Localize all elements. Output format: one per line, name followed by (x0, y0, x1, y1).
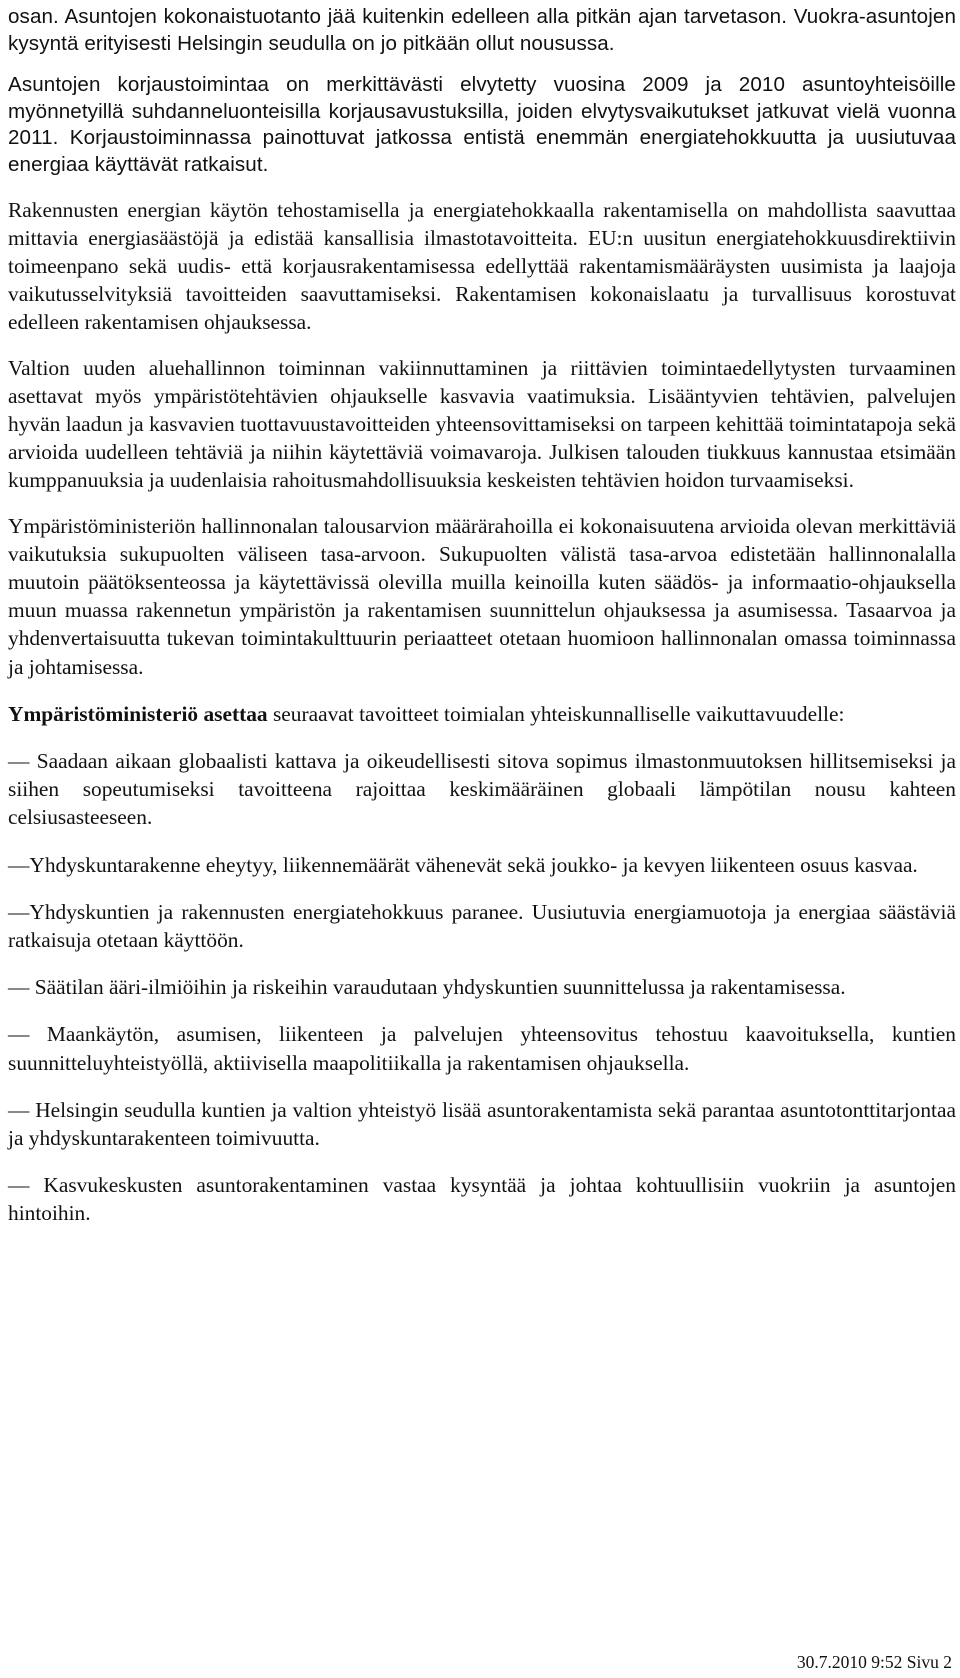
goal-text: Yhdyskuntien ja rakennusten energiatehokkuus paranee. Uusiutuvia energiamuotoja ja energiaa säästäviä ratkaisuja otetaan käyttöön. (8, 899, 956, 953)
goals-intro-rest: seuraavat tavoitteet toimialan yhteiskunnalliselle vaikuttavuudelle: (267, 701, 845, 726)
dash-bullet: — (8, 975, 30, 1000)
goal-item-climate (8, 747, 956, 832)
goal-item-community-structure (8, 851, 956, 879)
goal-text: Helsingin seudulla kuntien ja valtion yhteistyö lisää asuntorakentamista sekä parantaa asuntotonttitarjontaa ja yhdyskuntarakenteen toimivuutta. (8, 1097, 956, 1151)
goal-text: Kasvukeskusten asuntorakentaminen vastaa kysyntää ja johtaa kohtuullisiin vuokriin ja asuntojen hintoihin. (8, 1173, 956, 1226)
goal-item-energy (8, 898, 956, 954)
paragraph-gender-equality: Ympäristöministeriön hallinnonalan talousarvion määrärahoilla ei kokonaisuutena arvioida olevan merkittäviä vaikutuksia sukupuolten väliseen tasa-arvoon. Sukupuolten välistä tasa-arvoa edistetään hallinnonalalla muutoin päätöksenteossa ja käytettävissä olevilla muilla keinoilla kuten säädös- ja informaatio-ohjauksella muun muassa rakennetun ympäristön ja rakentamisen suunnittelun ohjauksessa ja asumisessa. Tasaarvoa ja yhdenvertaisuutta tukevan toimintakulttuurin periaatteet otetaan huomioon hallinnonalan omassa toiminnassa ja johtamisessa. (8, 513, 956, 679)
goals-intro-bold: Ympäristöministeriö asettaa (8, 701, 268, 726)
paragraph-energy-efficiency: Rakennusten energian käytön tehostamisella ja energiatehokkaalla rakentamisella on mahdollista saavuttaa mittavia energiasäästöjä ja edistää kansallisia ilmastotavoitteita. EU:n uusitun energiatehokkuusdirektiivin toimeenpano sekä uudis- että korjausrakentamisessa edellyttää rakentamismääräysten uusimista ja laajoja vaikutusselvityksiä tavoitteiden saavuttamiseksi. Rakentamisen kokonaislaatu ja turvallisuus korostuvat edelleen rakentamisen ohjauksessa. (8, 197, 956, 335)
goal-item-land-use (8, 1020, 956, 1076)
goal-item-extreme-weather (8, 973, 956, 1001)
dash-bullet: — (8, 1173, 30, 1198)
goal-text: Säätilan ääri-ilmiöihin ja riskeihin varaudutaan yhdyskuntien suunnittelussa ja rakentamisessa. (29, 975, 846, 1000)
dash-bullet: — (8, 899, 30, 924)
document-page (8, 0, 956, 1228)
goal-item-helsinki-region (8, 1096, 956, 1152)
page-footer-timestamp: 30.7.2010 9:52 Sivu 2 (796, 1652, 952, 1672)
goal-text: Maankäytön, asumisen, liikenteen ja palvelujen yhteensovitus tehostuu kaavoituksella, kuntien suunnitteluyhteistyöllä, aktiivisella maapolitiikalla ja rakentamisen ohjauksella. (8, 1022, 956, 1075)
goal-text: Saadaan aikaan globaalisti kattava ja oikeudellisesti sitova sopimus ilmastonmuutoksen hillitsemiseksi ja siihen sopeutumiseksi tavoitteena rajoittaa keskimääräinen globaali lämpötilan nousu kahteen celsiusasteeseen. (8, 749, 956, 830)
paragraph-regional-administration: Valtion uuden aluehallinnon toiminnan vakiinnuttaminen ja riittävien toimintaedellytysten turvaaminen asettavat myös ympäristötehtävien ohjaukselle kasvavia vaatimuksia. Lisääntyvien tehtävien, palvelujen hyvän laadun ja kasvavien tuottavuustavoitteiden yhteensovittamiseksi on tarpeen kehittää toimintatapoja sekä arvioida uudelleen tehtäviä ja niihin käytettäviä voimavaroja. Julkisen talouden tiukkuus kannustaa etsimään kumppanuuksia ja uudenlaisia rahoitusmahdollisuuksia keskeisten tehtävien hoidon turvaamiseksi. (8, 355, 956, 493)
goal-item-growth-centres (8, 1171, 956, 1227)
dash-bullet: — (8, 852, 30, 877)
paragraph-renovation: Asuntojen korjaustoimintaa on merkittävästi elvytetty vuosina 2009 ja 2010 asuntoyhteisöille myönnetyillä suhdanneluonteisilla korjausavustuksilla, joiden elvytysvaikutukset jatkuvat vielä vuonna 2011. Korjaustoiminnassa painottuvat jatkossa entistä enemmän energiatehokkuutta ja uusiutuvaa energiaa käyttävät ratkaisut. (8, 73, 956, 176)
dash-bullet: — (8, 749, 30, 774)
dash-bullet: — (8, 1022, 30, 1047)
goals-intro (8, 700, 956, 728)
goal-text: Yhdyskuntarakenne eheytyy, liikennemäärät vähenevät sekä joukko- ja kevyen liikenteen osuus kasvaa. (29, 852, 918, 877)
paragraph-housing-production: osan. Asuntojen kokonaistuotanto jää kuitenkin edelleen alla pitkän ajan tarvetason. Vuokra-asuntojen kysyntä erityisesti Helsingin seudulla on jo pitkään ollut nousussa. (8, 5, 956, 55)
dash-bullet: — (8, 1097, 30, 1122)
